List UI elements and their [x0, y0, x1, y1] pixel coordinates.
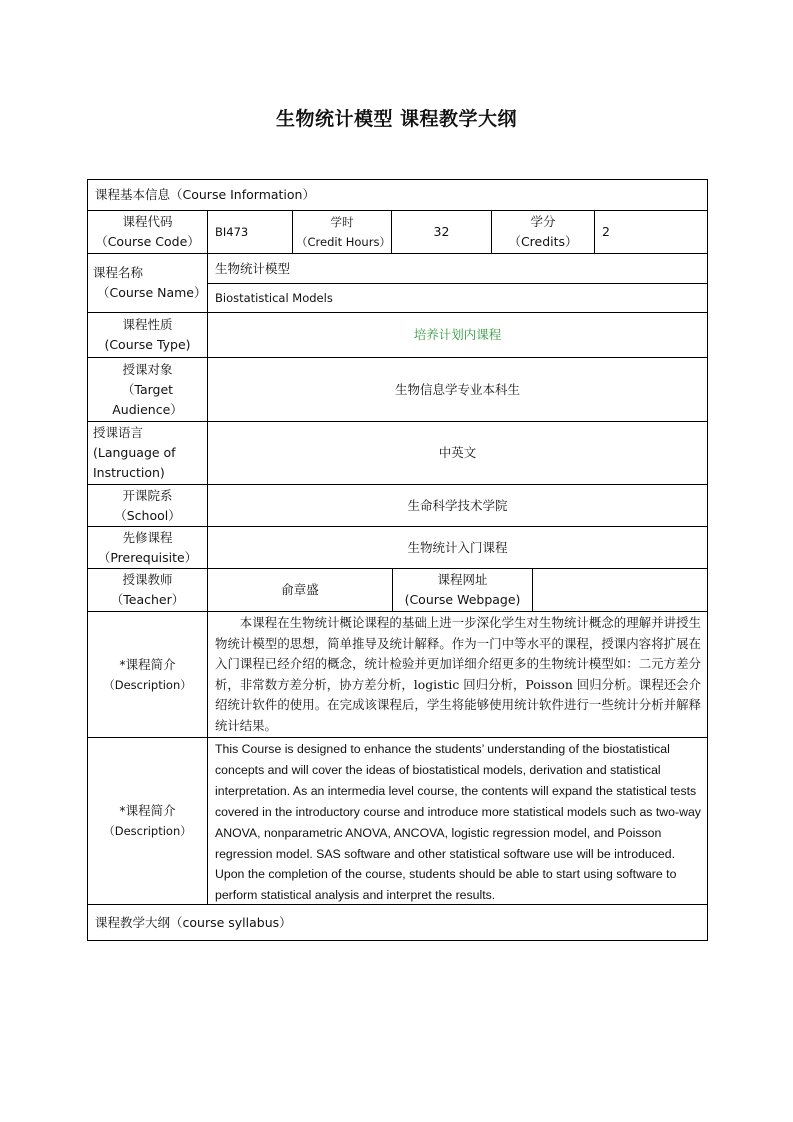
prerequisite-label-cn: 先修课程 [122, 529, 173, 545]
course-name-label-cn: 课程名称 [93, 265, 144, 280]
target-audience-label-en-1: （Target [121, 381, 174, 397]
description-en-paragraph: This Course is designed to enhance the students’ understanding of the biostatistical concepts and will cover the ideas of biostatistical models, derivation and statistical interpretation. As an intermedia level course, the contents will expand the statistical tests covered in the introductory course and introduce more statistical models such as two-way ANOVA, nonparametric ANOVA, ANCOVA, logistic regression model, and Poisson regression model. SAS software and other statistical software use will be introduced. Upon the completion of the course, students should be able to start using software to perform statistical analysis and interpret the results. [215, 742, 701, 903]
prerequisite-value [207, 526, 708, 569]
course-name-cn-text: 生物统计模型 [215, 260, 291, 276]
prerequisite-label-en: （Prerequisite） [97, 549, 198, 565]
course-type-label [87, 312, 208, 358]
school-value [207, 484, 708, 527]
teacher-label [87, 568, 208, 612]
description-en-label-en: （Description） [103, 824, 192, 838]
teacher-value [207, 568, 393, 612]
description-en-text-cell [207, 737, 708, 905]
description-cn-paragraph: 本课程在生物统计概论课程的基础上进一步深化学生对生物统计概念的理解并讲授生物统计模型的思想，简单推导及统计解释。作为一门中等水平的课程，授课内容将扩展在入门课程已经介绍的概念，统计检验并更加详细介绍更多的生物统计模型如：二元方差分析，非常数方差分析，协方差分析，logistic 回归分析，Poisson 回归分析。课程还会介绍统计软件的使用。在完成该课程后，学生将能够使用统计软件进行一些统计分析并解释统计结果。 [215, 615, 701, 733]
webpage-label-cn: 课程网址 [437, 572, 488, 587]
credits-value-text: 2 [602, 224, 610, 239]
document-title: 生物统计模型 课程教学大纲 [275, 108, 518, 130]
credit-hours-value-text: 32 [433, 224, 450, 239]
credit-hours-value [391, 210, 492, 254]
course-code-label-cn: 课程代码 [122, 214, 173, 229]
credits-value [594, 210, 708, 254]
description-cn-label-cn: *课程简介 [119, 656, 176, 672]
target-audience-value [207, 357, 708, 422]
language-value [207, 421, 708, 485]
course-type-label-en: (Course Type) [104, 337, 191, 352]
course-information-header [87, 179, 708, 211]
course-syllabus-header [87, 904, 708, 941]
credit-hours-label-en: （Credit Hours） [296, 235, 391, 249]
course-name-value-en [207, 283, 708, 313]
language-label-en-1: (Language of [93, 445, 176, 460]
credits-label [491, 210, 595, 254]
language-value-text: 中英文 [438, 445, 477, 460]
course-syllabus-header-text: 课程教学大纲（course syllabus） [95, 914, 292, 930]
teacher-value-text: 俞章盛 [281, 582, 319, 597]
school-value-text: 生命科学技术学院 [407, 497, 508, 513]
course-type-value-text: 培养计划内课程 [413, 327, 502, 342]
webpage-value[interactable] [532, 568, 708, 612]
target-audience-value-text: 生物信息学专业本科生 [394, 381, 520, 397]
description-cn-label [87, 611, 208, 738]
teacher-label-en: （Teacher） [110, 592, 185, 607]
language-label-cn: 授课语言 [93, 425, 144, 440]
description-cn-label-en: （Description） [103, 677, 192, 692]
credits-label-en: （Credits） [508, 234, 578, 249]
webpage-label-en: (Course Webpage) [404, 592, 521, 607]
target-audience-label [87, 357, 208, 422]
prerequisite-value-text: 生物统计入门课程 [407, 539, 508, 555]
course-type-label-cn: 课程性质 [122, 317, 173, 332]
course-name-label-en: （Course Name） [97, 285, 207, 300]
teacher-label-cn: 授课教师 [122, 572, 173, 587]
course-code-value [207, 210, 293, 254]
course-information-header-text: 课程基本信息（Course Information） [95, 187, 315, 202]
course-code-value-text: BI473 [215, 225, 249, 239]
target-audience-label-en-2: Audience） [112, 401, 183, 417]
language-label-en-2: Instruction) [93, 465, 165, 480]
course-code-label [87, 210, 208, 254]
credit-hours-label [292, 210, 392, 254]
course-name-label [87, 253, 208, 313]
description-en-label-cn: *课程简介 [119, 803, 176, 818]
credit-hours-label-cn: 学时 [330, 215, 354, 229]
webpage-label [392, 568, 533, 612]
description-cn-text-cell [207, 611, 708, 738]
course-name-value-cn [207, 253, 708, 284]
school-label-cn: 开课院系 [122, 487, 173, 503]
course-type-value [207, 312, 708, 358]
credits-label-cn: 学分 [530, 214, 556, 229]
target-audience-label-cn: 授课对象 [122, 361, 173, 377]
description-en-label [87, 737, 208, 905]
school-label [87, 484, 208, 527]
course-code-label-en: （Course Code） [95, 234, 200, 249]
prerequisite-label [87, 526, 208, 569]
language-label [87, 421, 208, 485]
course-name-en-text: Biostatistical Models [215, 291, 333, 305]
school-label-en: （School） [114, 507, 181, 523]
